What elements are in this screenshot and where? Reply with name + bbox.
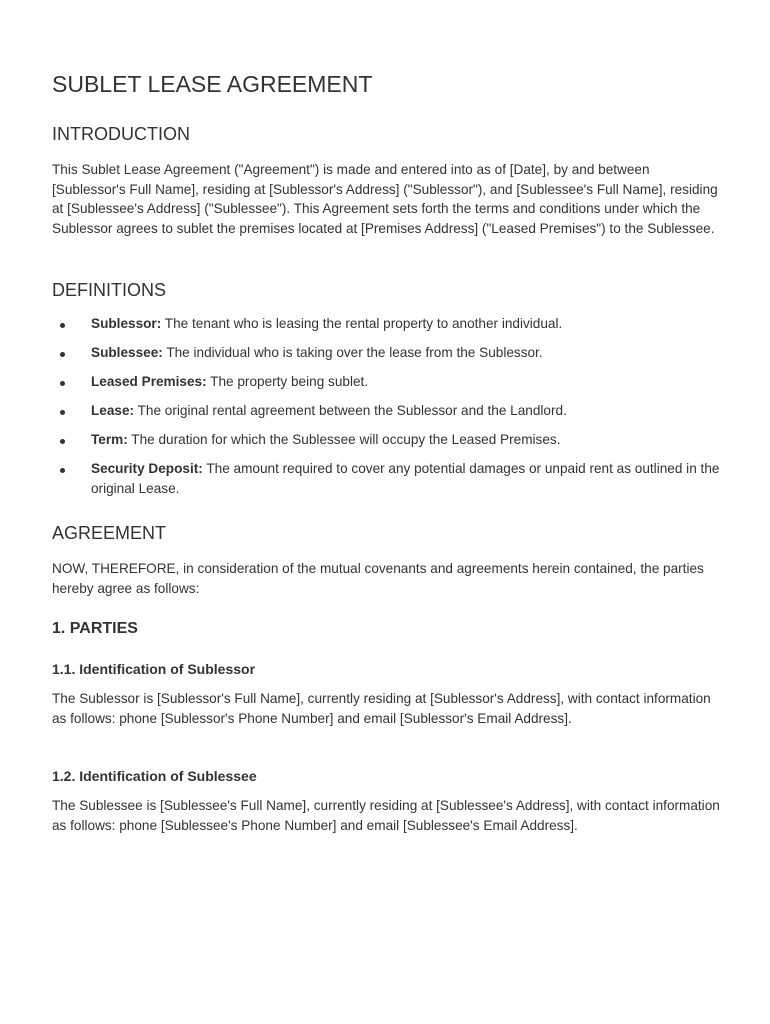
definition-term: Sublessor: [91,316,162,331]
agreement-heading: AGREEMENT [52,523,167,543]
agreement-paragraph: NOW, THEREFORE, in consideration of the mutual covenants and agreements herein contained, the parties hereby agree as follows: [52,561,704,596]
document-title: SUBLET LEASE AGREEMENT [52,71,373,97]
definition-text: The individual who is taking over the lease from the Sublessor. [166,344,543,360]
bullet-icon [60,352,65,357]
definition-item-lease [52,401,724,421]
definition-term: Term: [91,431,128,447]
definition-term: Leased Premises: [91,373,207,389]
bullet-icon [60,381,65,386]
definition-term: Security Deposit: [91,460,203,476]
sublessee-identification-paragraph: The Sublessee is [Sublessee's Full Name], currently residing at [Sublessee's Address], with contact information as follows: phone [Sublessee's Phone Number] and email [Sublessee's Email Address]. [52,798,720,833]
definitions-list [52,314,724,508]
definition-item-term [52,430,724,450]
sublessor-identification-heading: 1.1. Identification of Sublessor [52,661,256,677]
parties-heading: 1. PARTIES [52,620,138,637]
definition-item-sublessor [52,314,724,334]
sublessee-identification-heading: 1.2. Identification of Sublessee [52,768,257,784]
definition-term: Sublessee: [91,344,163,360]
definition-text: The duration for which the Sublessee will occupy the Leased Premises. [131,431,561,447]
definitions-heading: DEFINITIONS [52,280,167,300]
bullet-icon [60,323,65,328]
introduction-heading: INTRODUCTION [52,124,190,144]
definition-text: The property being sublet. [210,373,369,389]
definition-text: The tenant who is leasing the rental property to another individual. [164,316,563,331]
definition-term: Lease: [91,402,135,418]
definition-item-leased-premises [52,372,724,392]
bullet-icon [60,468,65,473]
definition-item-security-deposit [52,459,724,498]
definition-item-sublessee [52,343,724,363]
definition-text: The original rental agreement between the Sublessor and the Landlord. [137,402,567,418]
bullet-icon [60,410,65,415]
definition-text: The amount required to cover any potential damages or unpaid rent as outlined in the original Lease. [91,460,720,496]
sublessor-identification-paragraph: The Sublessor is [Sublessor's Full Name], currently residing at [Sublessor's Address], with contact information as follows: phone [Sublessor's Phone Number] and email [Sublessor's Email Address]. [52,691,711,726]
bullet-icon [60,439,65,444]
introduction-paragraph: This Sublet Lease Agreement ("Agreement") is made and entered into as of [Date], by and between [Sublessor's Full Name], residing at [Sublessor's Address] ("Sublessor"), and [Sublessee's Full Name], residing at [Sublessee's Address] ("Sublessee"). This Agreement sets forth the terms and conditions under which the Sublessor agrees to sublet the premises located at [Premises Address] ("Leased Premises") to the Sublessee. [52,162,718,236]
